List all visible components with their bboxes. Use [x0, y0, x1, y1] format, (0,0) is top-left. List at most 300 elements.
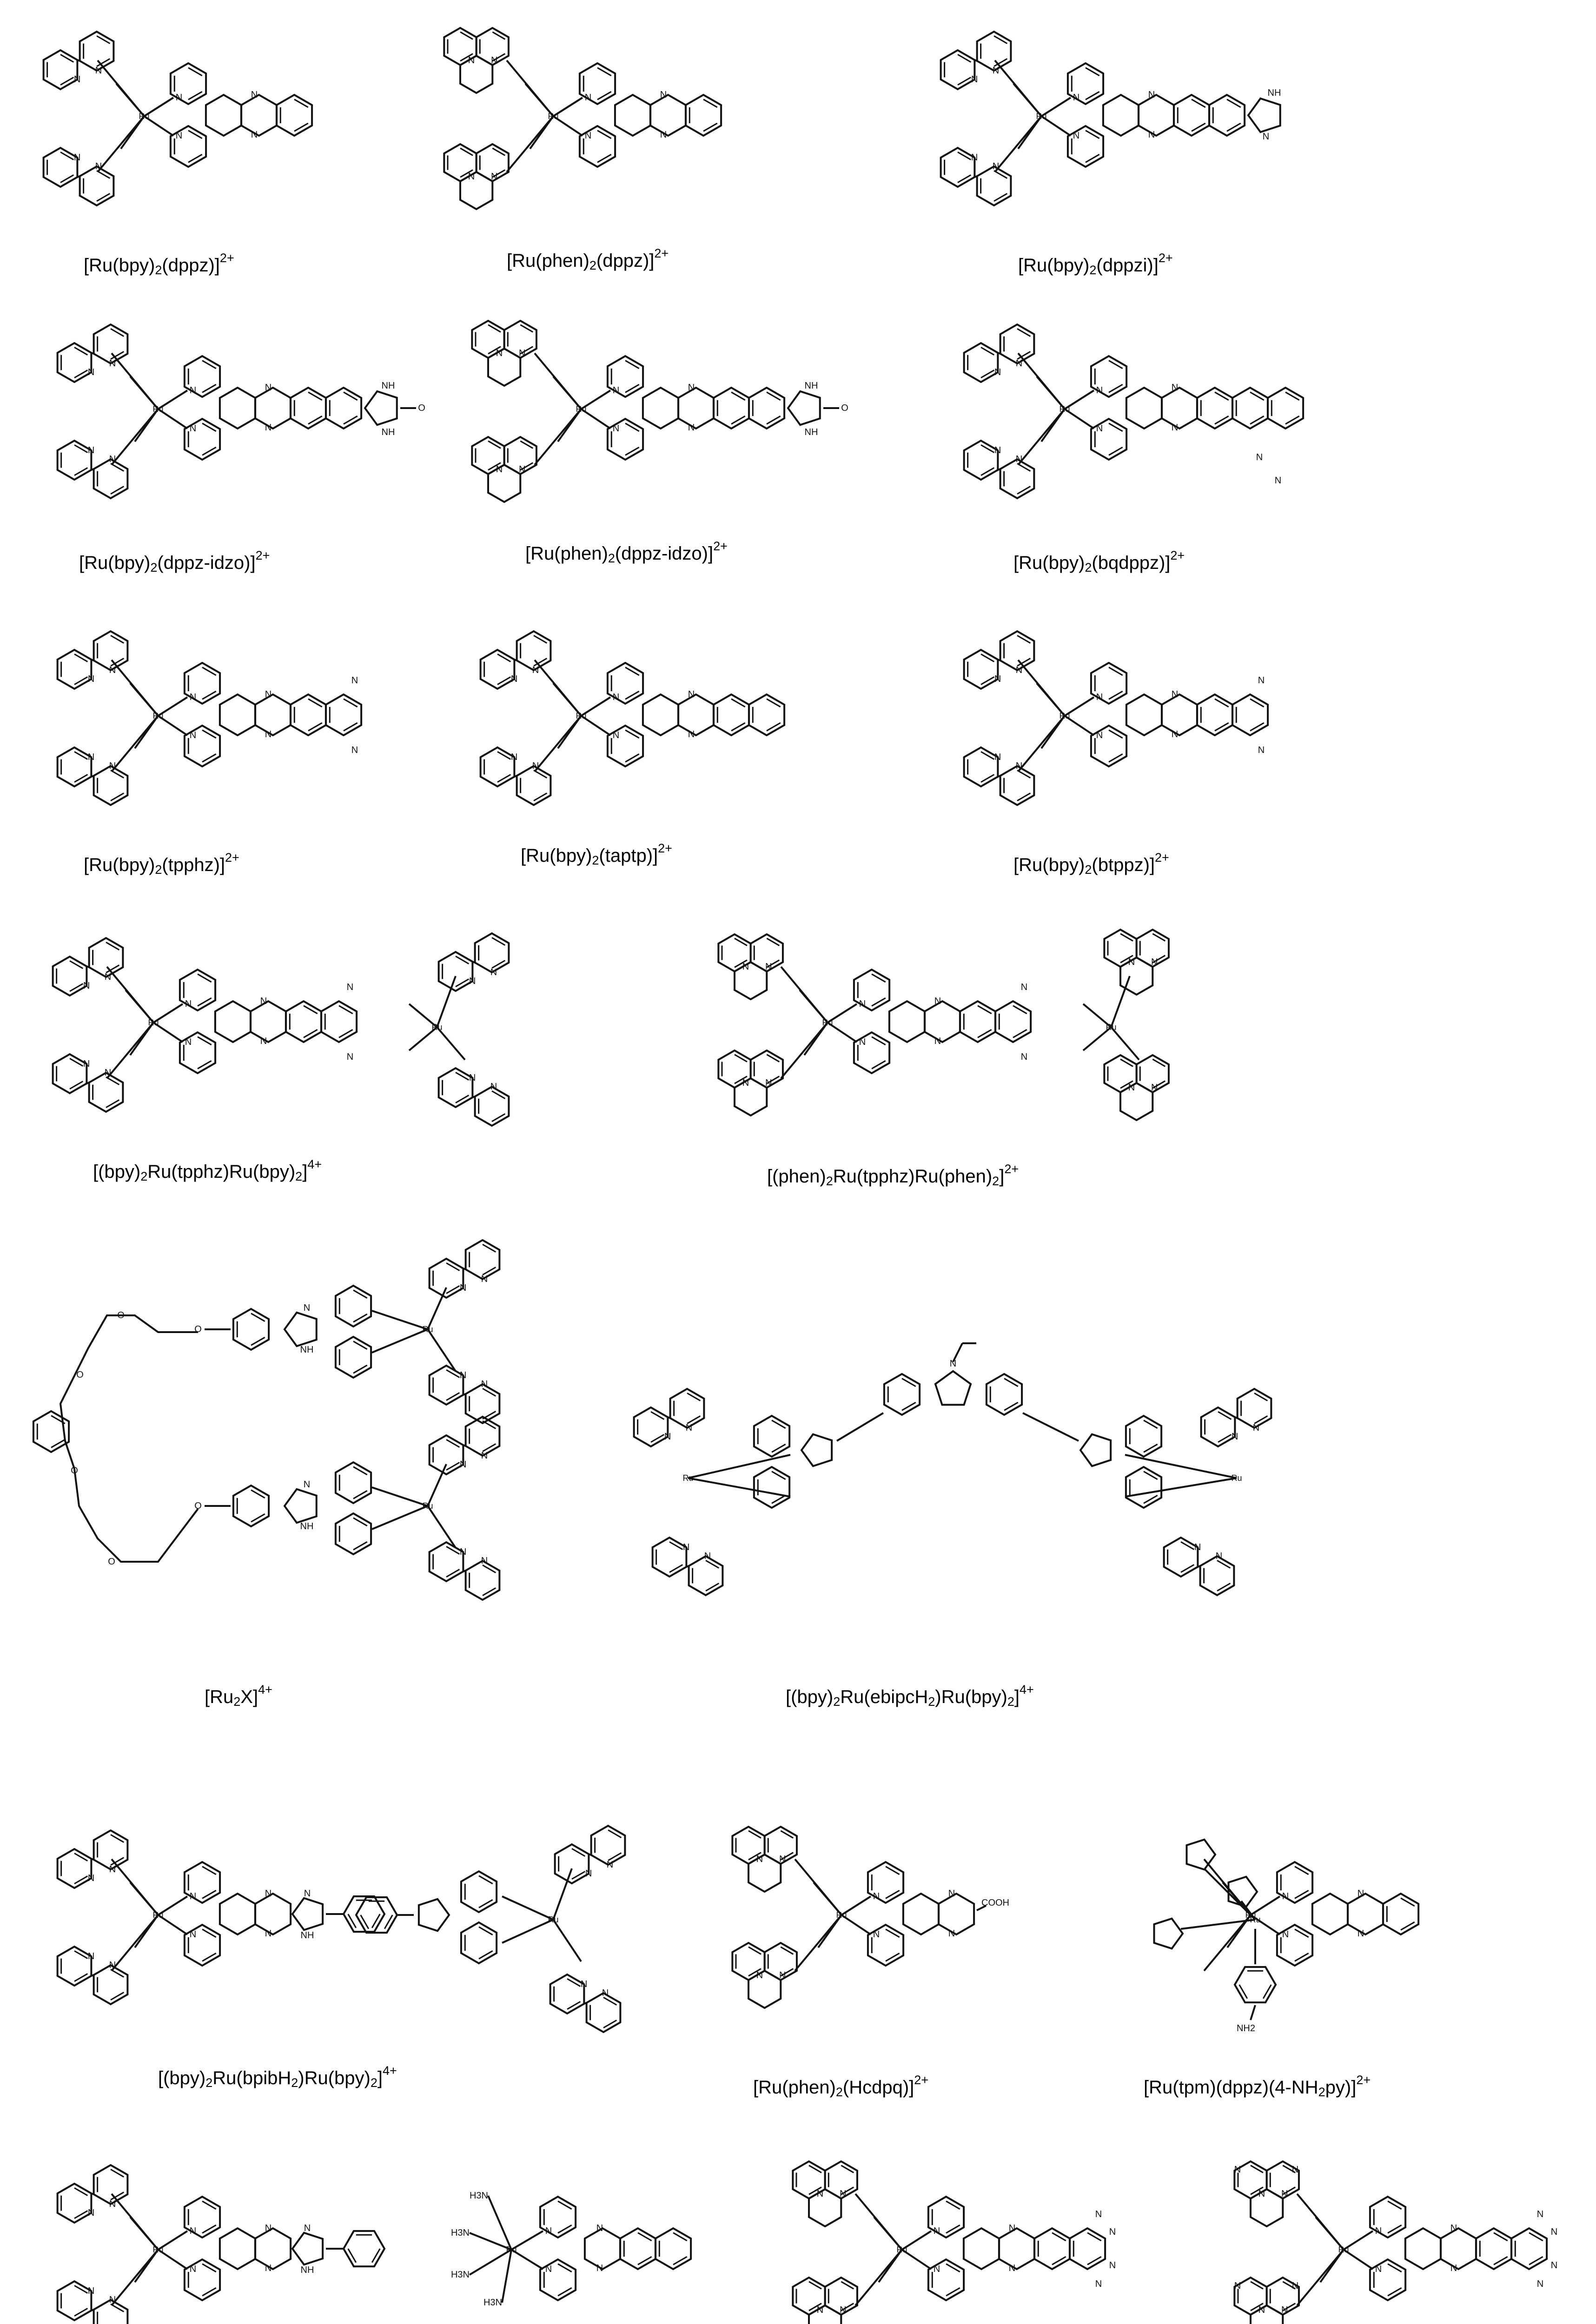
atom-label: N	[1252, 1423, 1260, 1433]
bond	[998, 469, 1000, 470]
atom-label: N	[612, 692, 620, 702]
bond	[135, 1915, 158, 1948]
ring	[58, 1849, 95, 1888]
ring	[292, 1898, 323, 1930]
bond	[1052, 2257, 1066, 2265]
atom-label: N	[1008, 2223, 1016, 2233]
compound-c3	[925, 14, 1437, 302]
ring	[591, 1826, 625, 1865]
atom-label: N	[688, 689, 695, 700]
ring	[1235, 1967, 1276, 2002]
atom-label: NH	[300, 2265, 314, 2275]
atom-label: N	[580, 1979, 588, 1989]
atom-label: N	[109, 2199, 116, 2209]
compound-c1	[28, 14, 493, 302]
ring	[801, 1434, 832, 1466]
ring	[1174, 95, 1209, 136]
ring	[255, 694, 291, 735]
ring	[53, 1054, 87, 1093]
ring	[689, 1556, 723, 1595]
bond	[1109, 691, 1123, 699]
ruthenium-center: Ru	[548, 1915, 559, 1924]
bond	[202, 2264, 216, 2272]
bond	[558, 409, 581, 442]
bond	[558, 2225, 572, 2233]
compound-c13	[642, 1339, 1292, 1720]
ruthenium-center: Ru	[422, 1325, 433, 1334]
ruthenium-center: Ru	[1036, 112, 1047, 121]
bond	[158, 390, 187, 409]
ring	[488, 465, 520, 502]
structure-c9	[948, 614, 1460, 832]
bond	[514, 776, 517, 777]
atom-label: N	[1096, 692, 1103, 702]
atom-label: N	[481, 1379, 488, 1389]
bond	[625, 384, 639, 392]
atom-label: N	[971, 74, 978, 85]
bond	[1144, 1472, 1158, 1479]
bond	[625, 730, 639, 738]
bond	[304, 1030, 318, 1037]
atom-label: N	[602, 1988, 609, 1998]
atom-label: N	[189, 2226, 197, 2236]
ruthenium-center: Ru	[548, 112, 559, 121]
atom-label: N	[304, 1888, 311, 1899]
bond	[202, 1890, 216, 1898]
ring	[220, 2228, 255, 2269]
compound-label-c14: $[(bpy)_2Ru(bpibH_2)Ru(bpy)_2]^{4+}$	[158, 2064, 397, 2090]
bond	[308, 416, 322, 424]
bond	[886, 1953, 900, 1961]
ring	[1232, 388, 1268, 429]
atom-label: N	[1095, 2279, 1102, 2289]
atom-label: N	[1258, 675, 1265, 686]
structure-c8	[465, 614, 930, 832]
ring	[291, 388, 326, 429]
bond	[1250, 416, 1264, 424]
atom-label: N	[83, 1059, 90, 1069]
bond	[1529, 2257, 1543, 2265]
bond	[1041, 716, 1065, 748]
bond	[1235, 1417, 1238, 1418]
ring	[44, 50, 81, 89]
ring	[650, 95, 686, 136]
bond	[553, 98, 583, 116]
ring	[809, 2189, 841, 2226]
bond	[902, 1379, 916, 1386]
bond	[202, 423, 216, 431]
bond	[502, 2250, 511, 2303]
bond	[502, 1920, 553, 1943]
bond	[1144, 1444, 1158, 1452]
bond	[188, 68, 202, 76]
bond	[353, 1491, 367, 1499]
bond	[353, 1314, 367, 1322]
bond	[135, 409, 158, 442]
ring	[53, 957, 87, 996]
ring	[1200, 1556, 1234, 1595]
atom-label: N	[873, 1929, 880, 1940]
structure-c3	[925, 14, 1437, 228]
bond	[767, 392, 781, 400]
bond	[558, 716, 581, 748]
atom-label: N	[948, 1888, 955, 1899]
atom-label: N	[704, 1551, 711, 1561]
ruthenium-center: Ru	[139, 112, 150, 121]
bond	[1023, 1413, 1079, 1441]
compound-label-c2: $[Ru(phen)_2(dppz)]^{2+}$	[507, 246, 669, 272]
bond	[428, 1464, 446, 1506]
bond	[553, 376, 581, 409]
ring	[1238, 1389, 1272, 1428]
ruthenium-center: Ru	[576, 404, 587, 414]
bond	[837, 1413, 883, 1441]
bond	[731, 392, 745, 400]
bond	[348, 2249, 356, 2263]
ring	[1126, 388, 1162, 429]
atom-label: N	[260, 1036, 267, 1046]
ring	[735, 962, 767, 999]
bond	[1109, 384, 1123, 392]
ring	[1120, 1083, 1152, 1120]
bond	[158, 409, 187, 429]
bond	[1223, 1882, 1251, 1915]
atom-label: N	[612, 385, 620, 396]
atom-label: N	[660, 90, 667, 100]
bond	[1227, 1915, 1251, 1948]
ring	[748, 1971, 781, 2008]
compound-c11	[711, 920, 1223, 1208]
atom-label: N	[95, 161, 102, 172]
structure-c15	[725, 1813, 1144, 2045]
bond	[731, 723, 745, 731]
structure-c4	[42, 307, 507, 525]
atom-label: O	[194, 1501, 202, 1511]
ring	[89, 1073, 123, 1112]
bond	[638, 2257, 652, 2265]
bond	[1087, 2257, 1101, 2265]
ruthenium-center: Ru	[152, 2245, 164, 2254]
ring	[58, 343, 95, 382]
bond	[1388, 2201, 1402, 2209]
ring	[1476, 2228, 1511, 2269]
bond	[1125, 1455, 1237, 1478]
bond	[558, 2288, 572, 2296]
atom-label: N	[1291, 2165, 1299, 2175]
compound-c15	[725, 1813, 1144, 2110]
bond	[1215, 416, 1229, 424]
bond	[1295, 1867, 1309, 1875]
ring	[475, 933, 509, 972]
bond	[251, 1490, 265, 1498]
bond	[1109, 361, 1123, 369]
bond	[1018, 116, 1041, 149]
bond	[202, 667, 216, 675]
ring	[903, 1894, 939, 1934]
atom-label: O	[117, 1310, 125, 1320]
atom-label: N	[606, 1860, 614, 1870]
atom-label: N	[87, 367, 95, 377]
structure-c5	[465, 307, 953, 525]
bond	[1144, 1420, 1158, 1428]
bond	[828, 1023, 857, 1042]
bond	[814, 1882, 841, 1915]
bond	[144, 116, 173, 136]
bond	[902, 2231, 931, 2250]
bond	[1192, 123, 1205, 131]
atom-label: N	[265, 1928, 272, 1939]
bond	[437, 976, 456, 1027]
ring	[964, 650, 998, 689]
atom-label: N	[1231, 1432, 1238, 1442]
atom-label: N	[1151, 1083, 1158, 1093]
ring	[964, 343, 998, 382]
bond	[731, 699, 745, 707]
bond	[91, 1975, 94, 1976]
atom-label: N	[265, 2263, 272, 2273]
bond	[1041, 98, 1071, 116]
bond	[703, 99, 717, 107]
bond	[902, 1402, 916, 1410]
ring	[615, 95, 650, 136]
atom-label: N	[175, 92, 183, 103]
atom-label: O	[194, 1324, 202, 1334]
atom-label: N	[468, 172, 475, 182]
compound-label-c6: $[Ru(bpy)_2(bqdppz)]^{2+}$	[1013, 548, 1185, 574]
atom-label: N	[612, 423, 620, 434]
ring	[439, 952, 473, 991]
bond	[1494, 2233, 1508, 2241]
bond	[772, 1444, 786, 1452]
atom-label: N	[189, 692, 197, 702]
bond	[998, 776, 1000, 777]
ruthenium-center: Ru	[576, 711, 587, 720]
atom-label: NH	[1267, 88, 1281, 98]
ring	[964, 2228, 999, 2269]
bond	[202, 447, 216, 455]
ring	[439, 1068, 473, 1107]
bond	[1388, 2288, 1402, 2296]
bond	[767, 416, 781, 424]
bond	[703, 123, 717, 131]
compound-c17	[42, 2147, 437, 2324]
ring	[94, 2165, 128, 2204]
bond	[91, 2193, 94, 2194]
ring	[1348, 1894, 1383, 1934]
atom-label: O	[418, 403, 425, 413]
ring	[89, 938, 123, 977]
bond	[581, 390, 610, 409]
ring	[292, 2233, 323, 2265]
atom-label: N	[104, 972, 112, 982]
atom-label: O	[108, 1557, 115, 1567]
atom-label: N	[1282, 1891, 1289, 1901]
atom-label: N	[1020, 1052, 1028, 1062]
ring	[1186, 1840, 1215, 1870]
ring	[1126, 1416, 1161, 1457]
bond	[1215, 392, 1229, 400]
bond	[91, 776, 94, 777]
compound-label-c9: $[Ru(bpy)_2(btppz)]^{2+}$	[1013, 851, 1169, 877]
bond	[1109, 667, 1123, 675]
bond	[158, 716, 187, 735]
ring	[643, 694, 678, 735]
bond	[479, 1927, 493, 1935]
bond	[153, 1004, 183, 1023]
bond	[1401, 1922, 1415, 1930]
bond	[1109, 730, 1123, 738]
atom-label: N	[688, 729, 695, 739]
bond	[1065, 697, 1094, 716]
bond	[558, 2264, 572, 2272]
ring	[220, 694, 255, 735]
structure-c19	[786, 2147, 1204, 2324]
bond	[202, 1929, 216, 1937]
bond	[625, 691, 639, 699]
atom-label: N	[1109, 2227, 1116, 2237]
compound-label-c10: $[(bpy)_2Ru(tpphz)Ru(bpy)_2]^{4+}$	[93, 1157, 322, 1183]
atom-label: N	[481, 1556, 488, 1566]
ring	[326, 694, 361, 735]
ruthenium-center: Ru	[822, 1018, 833, 1027]
ring	[1511, 2228, 1547, 2269]
bond	[202, 1867, 216, 1875]
atom-label: N	[265, 383, 272, 393]
ring	[326, 388, 361, 429]
compound-c8	[465, 614, 930, 902]
bond	[1109, 447, 1123, 455]
bond	[428, 1329, 456, 1371]
ring	[251, 1001, 286, 1042]
bond	[344, 416, 358, 424]
atom-label: N	[87, 1873, 95, 1883]
bond	[1198, 1566, 1200, 1567]
atom-label: N	[1128, 957, 1135, 967]
bond	[1109, 423, 1123, 431]
bond	[558, 2201, 572, 2209]
ring	[749, 388, 784, 429]
ring	[686, 95, 721, 136]
bond	[1144, 1495, 1158, 1503]
compound-label-c8: $[Ru(bpy)_2(taptp)]^{2+}$	[521, 841, 672, 867]
ring	[925, 1001, 960, 1042]
bond	[804, 1023, 828, 1055]
ring	[488, 349, 520, 386]
bond	[1087, 2233, 1101, 2241]
ring	[1126, 694, 1162, 735]
bond	[902, 2250, 931, 2269]
bond	[625, 754, 639, 762]
atom-label: N	[265, 1888, 272, 1899]
bond	[409, 1004, 437, 1027]
atom-label: N	[1450, 2223, 1457, 2233]
ring	[735, 1078, 767, 1116]
compound-c16	[1134, 1813, 1576, 2110]
ring	[1000, 631, 1034, 670]
atom-label: N	[859, 999, 866, 1009]
atom-label: N	[87, 752, 95, 762]
bond	[872, 1037, 886, 1045]
bond	[686, 1566, 689, 1567]
ring	[634, 1407, 668, 1446]
bond	[121, 116, 144, 149]
bond	[1344, 2231, 1373, 2250]
bond	[841, 1896, 871, 1915]
atom-label: N	[189, 2264, 197, 2274]
bond	[135, 2250, 158, 2282]
atom-label: N	[73, 152, 81, 163]
bond	[372, 1329, 428, 1353]
atom-label: N	[87, 2286, 95, 2296]
ring	[941, 148, 975, 187]
bond	[638, 2233, 652, 2241]
ring	[889, 1001, 925, 1042]
atom-label: N	[265, 689, 272, 700]
ring	[1383, 1894, 1418, 1934]
bond	[158, 1915, 187, 1934]
bond	[974, 60, 977, 61]
ring	[1197, 388, 1232, 429]
ruthenium-center: Ru	[152, 711, 164, 720]
atom-label: N	[459, 1283, 467, 1293]
ring	[94, 459, 128, 498]
atom-label: O	[76, 1370, 84, 1380]
bond	[872, 998, 886, 1006]
bond	[978, 1030, 992, 1037]
compound-c7	[42, 614, 507, 902]
atom-label: N	[1015, 665, 1023, 675]
atom-label: N	[992, 66, 1000, 76]
atom-label: N	[994, 674, 1001, 684]
bond	[581, 716, 610, 735]
atom-label: N	[816, 2189, 824, 2199]
ring	[749, 694, 784, 735]
bond	[1004, 1379, 1018, 1386]
ring	[939, 1894, 974, 1934]
atom-label: N	[612, 730, 620, 740]
bond	[1086, 131, 1099, 139]
atom-label: N	[1282, 1929, 1289, 1940]
bond	[198, 974, 212, 982]
ring	[44, 148, 81, 187]
bond	[872, 974, 886, 982]
atom-label: N	[756, 1970, 763, 1981]
bond	[344, 723, 358, 731]
atom-label: O	[841, 403, 848, 413]
ring	[678, 694, 714, 735]
ring	[94, 631, 128, 670]
compound-label-c15: $[Ru(phen)_2(Hcdpq)]^{2+}$	[753, 2073, 929, 2099]
ring	[220, 388, 255, 429]
ring	[587, 1993, 621, 2032]
atom-label: N	[109, 358, 116, 369]
bond	[372, 1914, 380, 1928]
bond	[879, 2250, 902, 2282]
ring	[960, 1001, 995, 1042]
ring	[788, 391, 820, 425]
bond	[589, 1854, 591, 1855]
compound-c2	[437, 14, 902, 302]
ruthenium-center: Ru	[682, 1473, 694, 1483]
atom-label: N	[304, 2223, 311, 2233]
atom-label: N	[175, 131, 183, 141]
bond	[772, 1472, 786, 1479]
atom-label: N	[933, 2264, 940, 2274]
atom-label: N	[73, 74, 81, 85]
ring	[1248, 99, 1280, 132]
compound-label-c1: $[Ru(bpy)_2(dppz)]^{2+}$	[84, 251, 234, 277]
bond	[361, 1915, 369, 1929]
